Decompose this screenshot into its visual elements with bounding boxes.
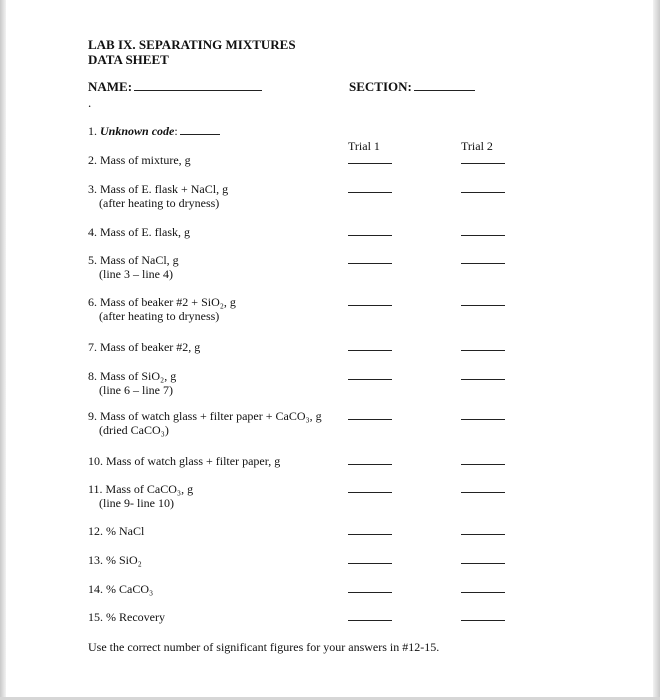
trial-2-answer-blank[interactable]: [461, 563, 505, 564]
row-sublabel: (line 6 – line 7): [99, 383, 173, 397]
row-label: 2. Mass of mixture, g: [88, 153, 191, 167]
trial-1-answer-blank[interactable]: [348, 492, 392, 493]
row-sublabel: (dried CaCO₃): [99, 423, 169, 437]
window-right-edge: [653, 0, 660, 700]
row-label: 10. Mass of watch glass + filter paper, g: [88, 454, 281, 468]
trial-2-answer-blank[interactable]: [461, 163, 505, 164]
trial-1-header: Trial 1: [348, 139, 380, 153]
trial-1-answer-blank[interactable]: [348, 592, 392, 593]
section-field[interactable]: [349, 79, 475, 95]
trial-1-answer-blank[interactable]: [348, 620, 392, 621]
trial-1-answer-blank[interactable]: [348, 534, 392, 535]
trial-2-answer-blank[interactable]: [461, 464, 505, 465]
trial-2-header: Trial 2: [461, 139, 493, 153]
row-label: 12. % NaCl: [88, 524, 145, 538]
trial-1-answer-blank[interactable]: [348, 464, 392, 465]
trial-2-answer-blank[interactable]: [461, 592, 505, 593]
row-label: 9. Mass of watch glass + filter paper + CaCO₃, g: [88, 409, 322, 423]
row-label: 4. Mass of E. flask, g: [88, 225, 190, 239]
data-row-8: [88, 369, 176, 397]
trial-2-answer-blank[interactable]: [461, 534, 505, 535]
name-field[interactable]: [88, 79, 262, 95]
trial-1-answer-blank[interactable]: [348, 263, 392, 264]
trial-2-answer-blank[interactable]: [461, 192, 505, 193]
row-label: 15. % Recovery: [88, 610, 165, 624]
data-row-4: [88, 225, 190, 239]
trial-2-answer-blank[interactable]: [461, 419, 505, 420]
row-label: 8. Mass of SiO₂, g: [88, 369, 177, 383]
name-blank[interactable]: [134, 79, 262, 91]
title-line-2: DATA SHEET: [88, 52, 169, 67]
trial-2-answer-blank[interactable]: [461, 350, 505, 351]
unknown-colon: :: [174, 124, 178, 138]
row-label: 13. % SiO₂: [88, 553, 142, 567]
footer-note: Use the correct number of significant figures for your answers in #12-15.: [88, 640, 440, 654]
trial-1-answer-blank[interactable]: [348, 379, 392, 380]
row-sublabel: (line 3 – line 4): [99, 267, 173, 281]
row-sublabel: (after heating to dryness): [99, 309, 220, 323]
name-label: NAME:: [88, 79, 133, 94]
trial-1-answer-blank[interactable]: [348, 163, 392, 164]
data-row-15: [88, 610, 165, 624]
section-blank[interactable]: [414, 79, 475, 91]
unknown-label: Unknown code: [100, 124, 175, 138]
trial-2-answer-blank[interactable]: [461, 620, 505, 621]
row-sublabel: (after heating to dryness): [99, 196, 220, 210]
trial-2-answer-blank[interactable]: [461, 305, 505, 306]
data-row-14: [88, 582, 153, 596]
row-label: 3. Mass of E. flask + NaCl, g: [88, 182, 229, 196]
row-label: 11. Mass of CaCO₃, g: [88, 482, 194, 496]
section-label: SECTION:: [349, 79, 412, 94]
trial-1-answer-blank[interactable]: [348, 235, 392, 236]
unknown-number: 1.: [88, 124, 97, 138]
data-row-12: [88, 524, 144, 538]
trial-2-answer-blank[interactable]: [461, 379, 505, 380]
stray-dot: .: [88, 95, 92, 110]
row-label: 7. Mass of beaker #2, g: [88, 340, 201, 354]
title-line-1: LAB IX. SEPARATING MIXTURES: [88, 37, 296, 52]
data-row-7: [88, 340, 200, 354]
data-row-5: [88, 253, 179, 281]
trial-2-answer-blank[interactable]: [461, 235, 505, 236]
data-row-6: [88, 295, 236, 323]
trial-1-answer-blank[interactable]: [348, 350, 392, 351]
data-row-10: [88, 454, 280, 468]
row-sublabel: (line 9- line 10): [99, 496, 174, 510]
unknown-code-row: [88, 124, 220, 138]
trial-1-answer-blank[interactable]: [348, 419, 392, 420]
unknown-code-blank[interactable]: [180, 124, 220, 135]
window-left-edge: [0, 0, 6, 700]
trial-1-answer-blank[interactable]: [348, 563, 392, 564]
trial-1-answer-blank[interactable]: [348, 305, 392, 306]
data-row-2: [88, 153, 191, 167]
page-title: [88, 37, 296, 67]
row-label: 14. % CaCO₃: [88, 582, 154, 596]
data-row-3: [88, 182, 228, 210]
row-label: 6. Mass of beaker #2 + SiO₂, g: [88, 295, 236, 309]
row-label: 5. Mass of NaCl, g: [88, 253, 179, 267]
trial-2-answer-blank[interactable]: [461, 263, 505, 264]
trial-1-answer-blank[interactable]: [348, 192, 392, 193]
data-row-11: [88, 482, 193, 510]
data-row-13: [88, 553, 142, 567]
data-row-9: [88, 409, 322, 437]
trial-2-answer-blank[interactable]: [461, 492, 505, 493]
